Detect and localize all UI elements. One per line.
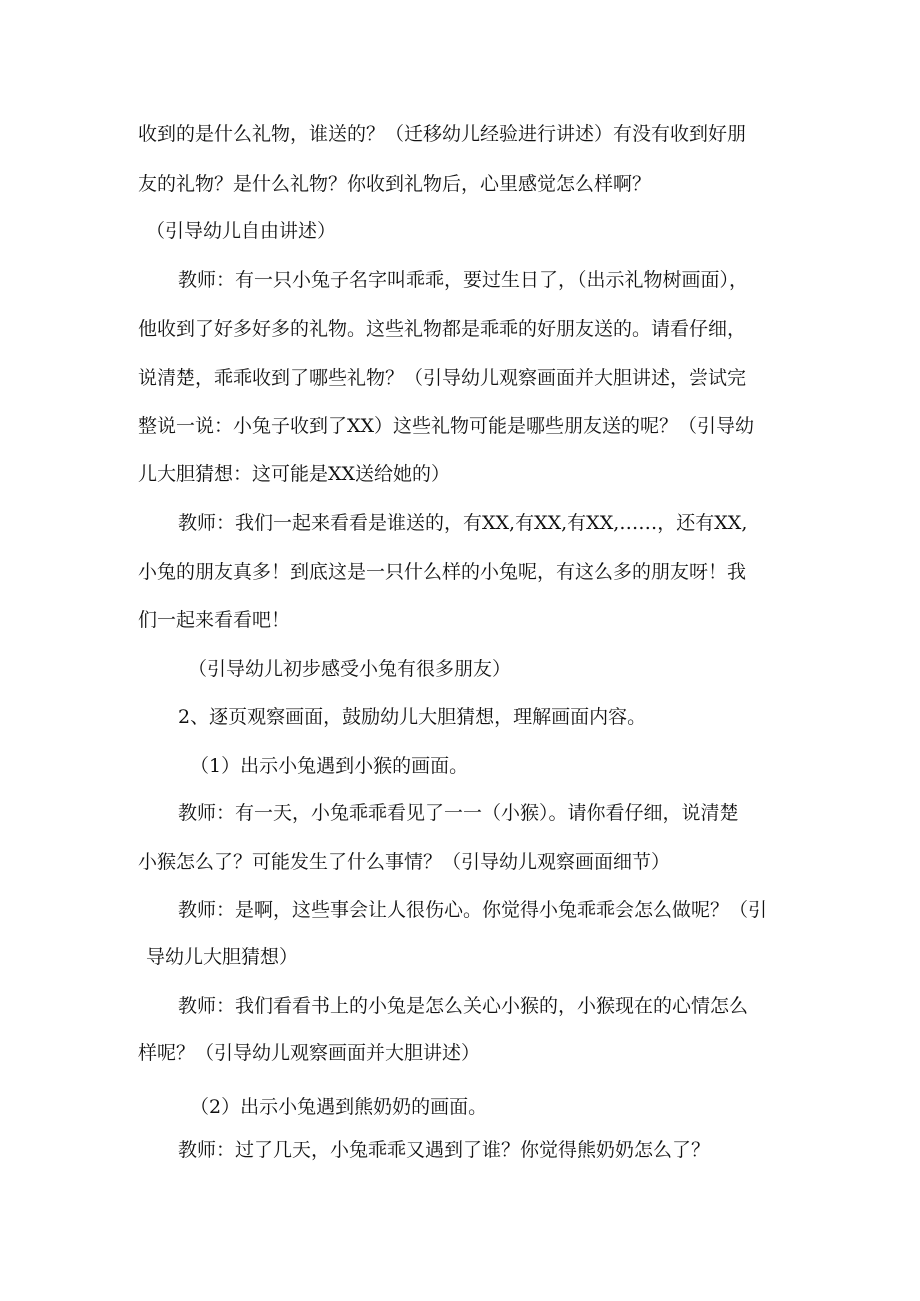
text-line-4: 教师：有一只小兔子名字叫乖乖，要过生日了，（出示礼物树画面）， [178, 269, 749, 291]
text-line-18: 导幼儿大胆猜想） [146, 946, 299, 968]
text-line-12: （引导幼儿初步感受小兔有很多朋友） [188, 658, 512, 680]
text-line-16: 小猴怎么了？可能发生了什么事情？（引导幼儿观察画面细节） [138, 851, 671, 873]
text-line-20: 样呢？（引导幼儿观察画面并大胆讲述） [138, 1042, 481, 1064]
text-line-13: 2、逐页观察画面，鼓励幼儿大胆猜想，理解画面内容。 [178, 706, 647, 728]
text-line-10: 小兔的朋友真多！到底这是一只什么样的小兔呢，有这么多的朋友呀！我 [138, 561, 747, 583]
text-line-1: 收到的是什么礼物，谁送的？（迁移幼儿经验进行讲述）有没有收到好朋 [138, 123, 747, 145]
text-line-15: 教师：有一天，小兔乖乖看见了一一（小猴）。请你看仔细，说清楚 [178, 802, 739, 824]
text-line-6: 说清楚，乖乖收到了哪些礼物？（引导幼儿观察画面并大胆讲述，尝试完 [138, 367, 747, 389]
text-line-19: 教师：我们看看书上的小兔是怎么关心小猴的，小猴现在的心情怎么 [178, 995, 749, 1017]
text-line-11: 们一起来看看吧！ [138, 609, 291, 631]
text-line-8: 儿大胆猜想：这可能是XX送给她的） [138, 463, 451, 485]
text-line-3: （引导幼儿自由讲述） [146, 220, 337, 242]
text-line-14: （1）出示小兔遇到小猴的画面。 [190, 755, 469, 777]
text-line-17: 教师：是啊，这些事会让人很伤心。你觉得小兔乖乖会怎么做呢？（引 [178, 899, 768, 921]
text-line-5: 他收到了好多好多的礼物。这些礼物都是乖乖的好朋友送的。请看仔细， [138, 318, 747, 340]
text-line-22: 教师：过了几天，小兔乖乖又遇到了谁？你觉得熊奶奶怎么了？ [178, 1139, 711, 1161]
text-line-21: （2）出示小兔遇到熊奶奶的画面。 [190, 1096, 488, 1118]
text-line-9: 教师：我们一起来看看是谁送的，有XX,有XX,有XX,……，还有XX, [178, 512, 748, 534]
text-line-2: 友的礼物？是什么礼物？你收到礼物后，心里感觉怎么样啊？ [138, 173, 652, 195]
text-line-7: 整说一说：小兔子收到了XX）这些礼物可能是哪些朋友送的呢？（引导幼 [138, 415, 755, 437]
